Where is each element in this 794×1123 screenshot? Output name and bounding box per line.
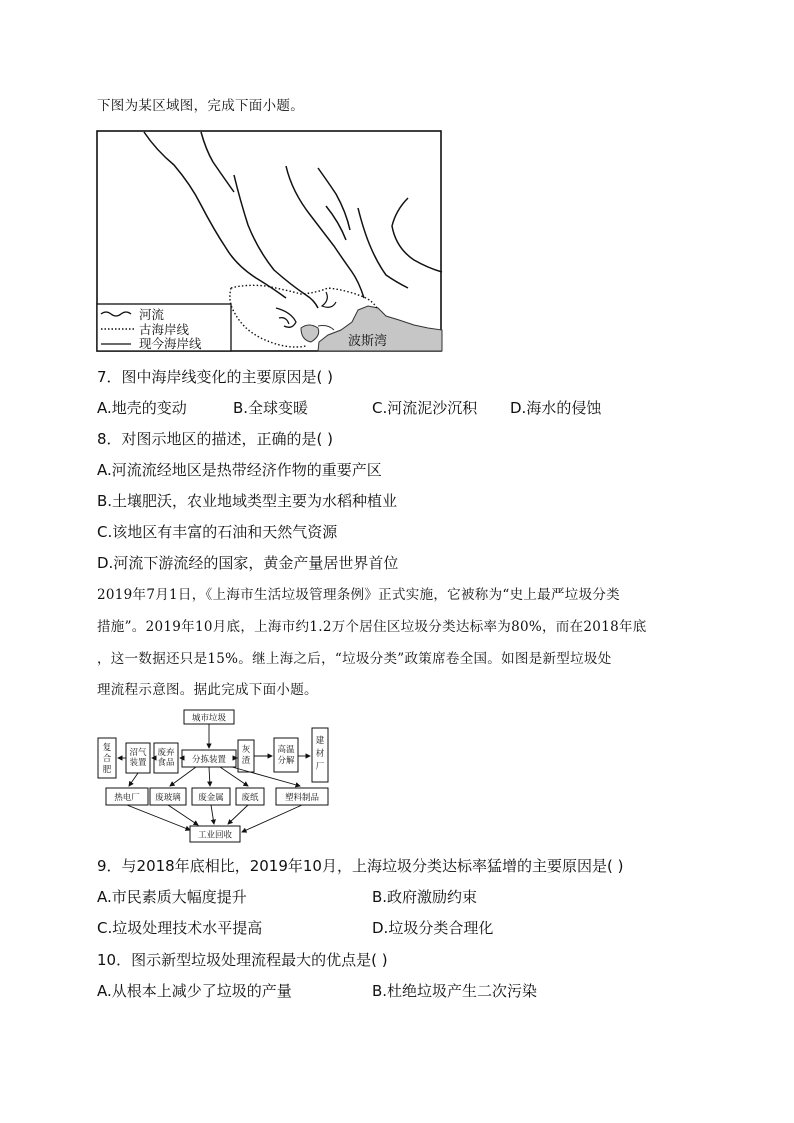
q7-option-c: C.河流泥沙沉积 <box>372 399 478 417</box>
q9-option-a: A.市民素质大幅度提升 <box>97 888 247 906</box>
q8-stem: 8．对图示地区的描述，正确的是( ) <box>97 430 334 448</box>
q7-option-d: D.海水的侵蚀 <box>510 399 602 417</box>
node-plastic: 塑料制品 <box>284 793 320 803</box>
legend-modern-coast: 现今海岸线 <box>139 336 202 351</box>
node-industrial: 工业回收 <box>197 830 233 841</box>
q9-option-c: C.垃圾处理技术水平提高 <box>97 919 263 937</box>
intro2-line-1: 2019年7月1日，《上海市生活垃圾管理条例》正式实施，它被称为“史上最严垃圾分类 <box>97 587 620 603</box>
q10-stem: 10．图示新型垃圾处理流程最大的优点是( ) <box>97 951 388 969</box>
q9-option-d: D.垃圾分类合理化 <box>372 919 494 937</box>
waste-flow-diagram <box>96 706 336 844</box>
node-power-plant: 热电厂 <box>114 793 140 803</box>
node-waste-food: 废弃食品 <box>157 748 175 768</box>
intro2-line-3: ，这一数据还只是15%。继上海之后，“垃圾分类”政策席卷全国。如图是新型垃圾处 <box>97 651 612 667</box>
q10-option-b: B.杜绝垃圾产生二次污染 <box>372 982 538 1000</box>
q8-option-b: B.土壤肥沃，农业地域类型主要为水稻种植业 <box>97 492 398 510</box>
q8-option-d: D.河流下游流经的国家，黄金产量居世界首位 <box>97 554 399 572</box>
q7-option-b: B.全球变暖 <box>233 399 309 417</box>
gulf-label: 波斯湾 <box>348 334 388 349</box>
q8-option-a: A.河流流经地区是热带经济作物的重要产区 <box>97 461 382 479</box>
node-ash: 灰渣 <box>241 745 251 766</box>
q9-option-b: B.政府激励约束 <box>372 888 478 906</box>
q7-stem: 7．图中海岸线变化的主要原因是( ) <box>97 368 334 386</box>
node-city-waste: 城市垃圾 <box>191 713 227 724</box>
node-building-materials: 建材厂 <box>315 736 325 772</box>
q9-stem: 9．与2018年底相比，2019年10月，上海垃圾分类达标率猛增的主要原因是( ) <box>97 857 624 875</box>
node-sorting: 分拣装置 <box>191 755 227 765</box>
region-map <box>96 130 444 354</box>
intro2-line-4: 理流程示意图。据此完成下面小题。 <box>97 682 318 698</box>
legend-river: 河流 <box>139 307 165 322</box>
node-biogas: 沼气装置 <box>129 748 147 768</box>
node-waste-metal: 废金属 <box>198 793 224 803</box>
legend-ancient-coast: 古海岸线 <box>139 322 190 337</box>
node-high-temp-decomposition: 高温分解 <box>277 745 295 766</box>
node-waste-paper: 废纸 <box>241 793 259 803</box>
node-waste-glass: 废玻璃 <box>155 793 181 803</box>
node-compound-fertilizer: 复合肥 <box>102 743 112 775</box>
q7-option-a: A.地壳的变动 <box>97 399 187 417</box>
intro-text: 下图为某区域图，完成下面小题。 <box>97 98 304 114</box>
q10-option-a: A.从根本上减少了垃圾的产量 <box>97 982 292 1000</box>
intro2-line-2: 措施”。2019年10月底，上海市约1.2万个居住区垃圾分类达标率为80%，而在2018年底 <box>97 619 647 635</box>
q8-option-c: C.该地区有丰富的石油和天然气资源 <box>97 523 338 541</box>
